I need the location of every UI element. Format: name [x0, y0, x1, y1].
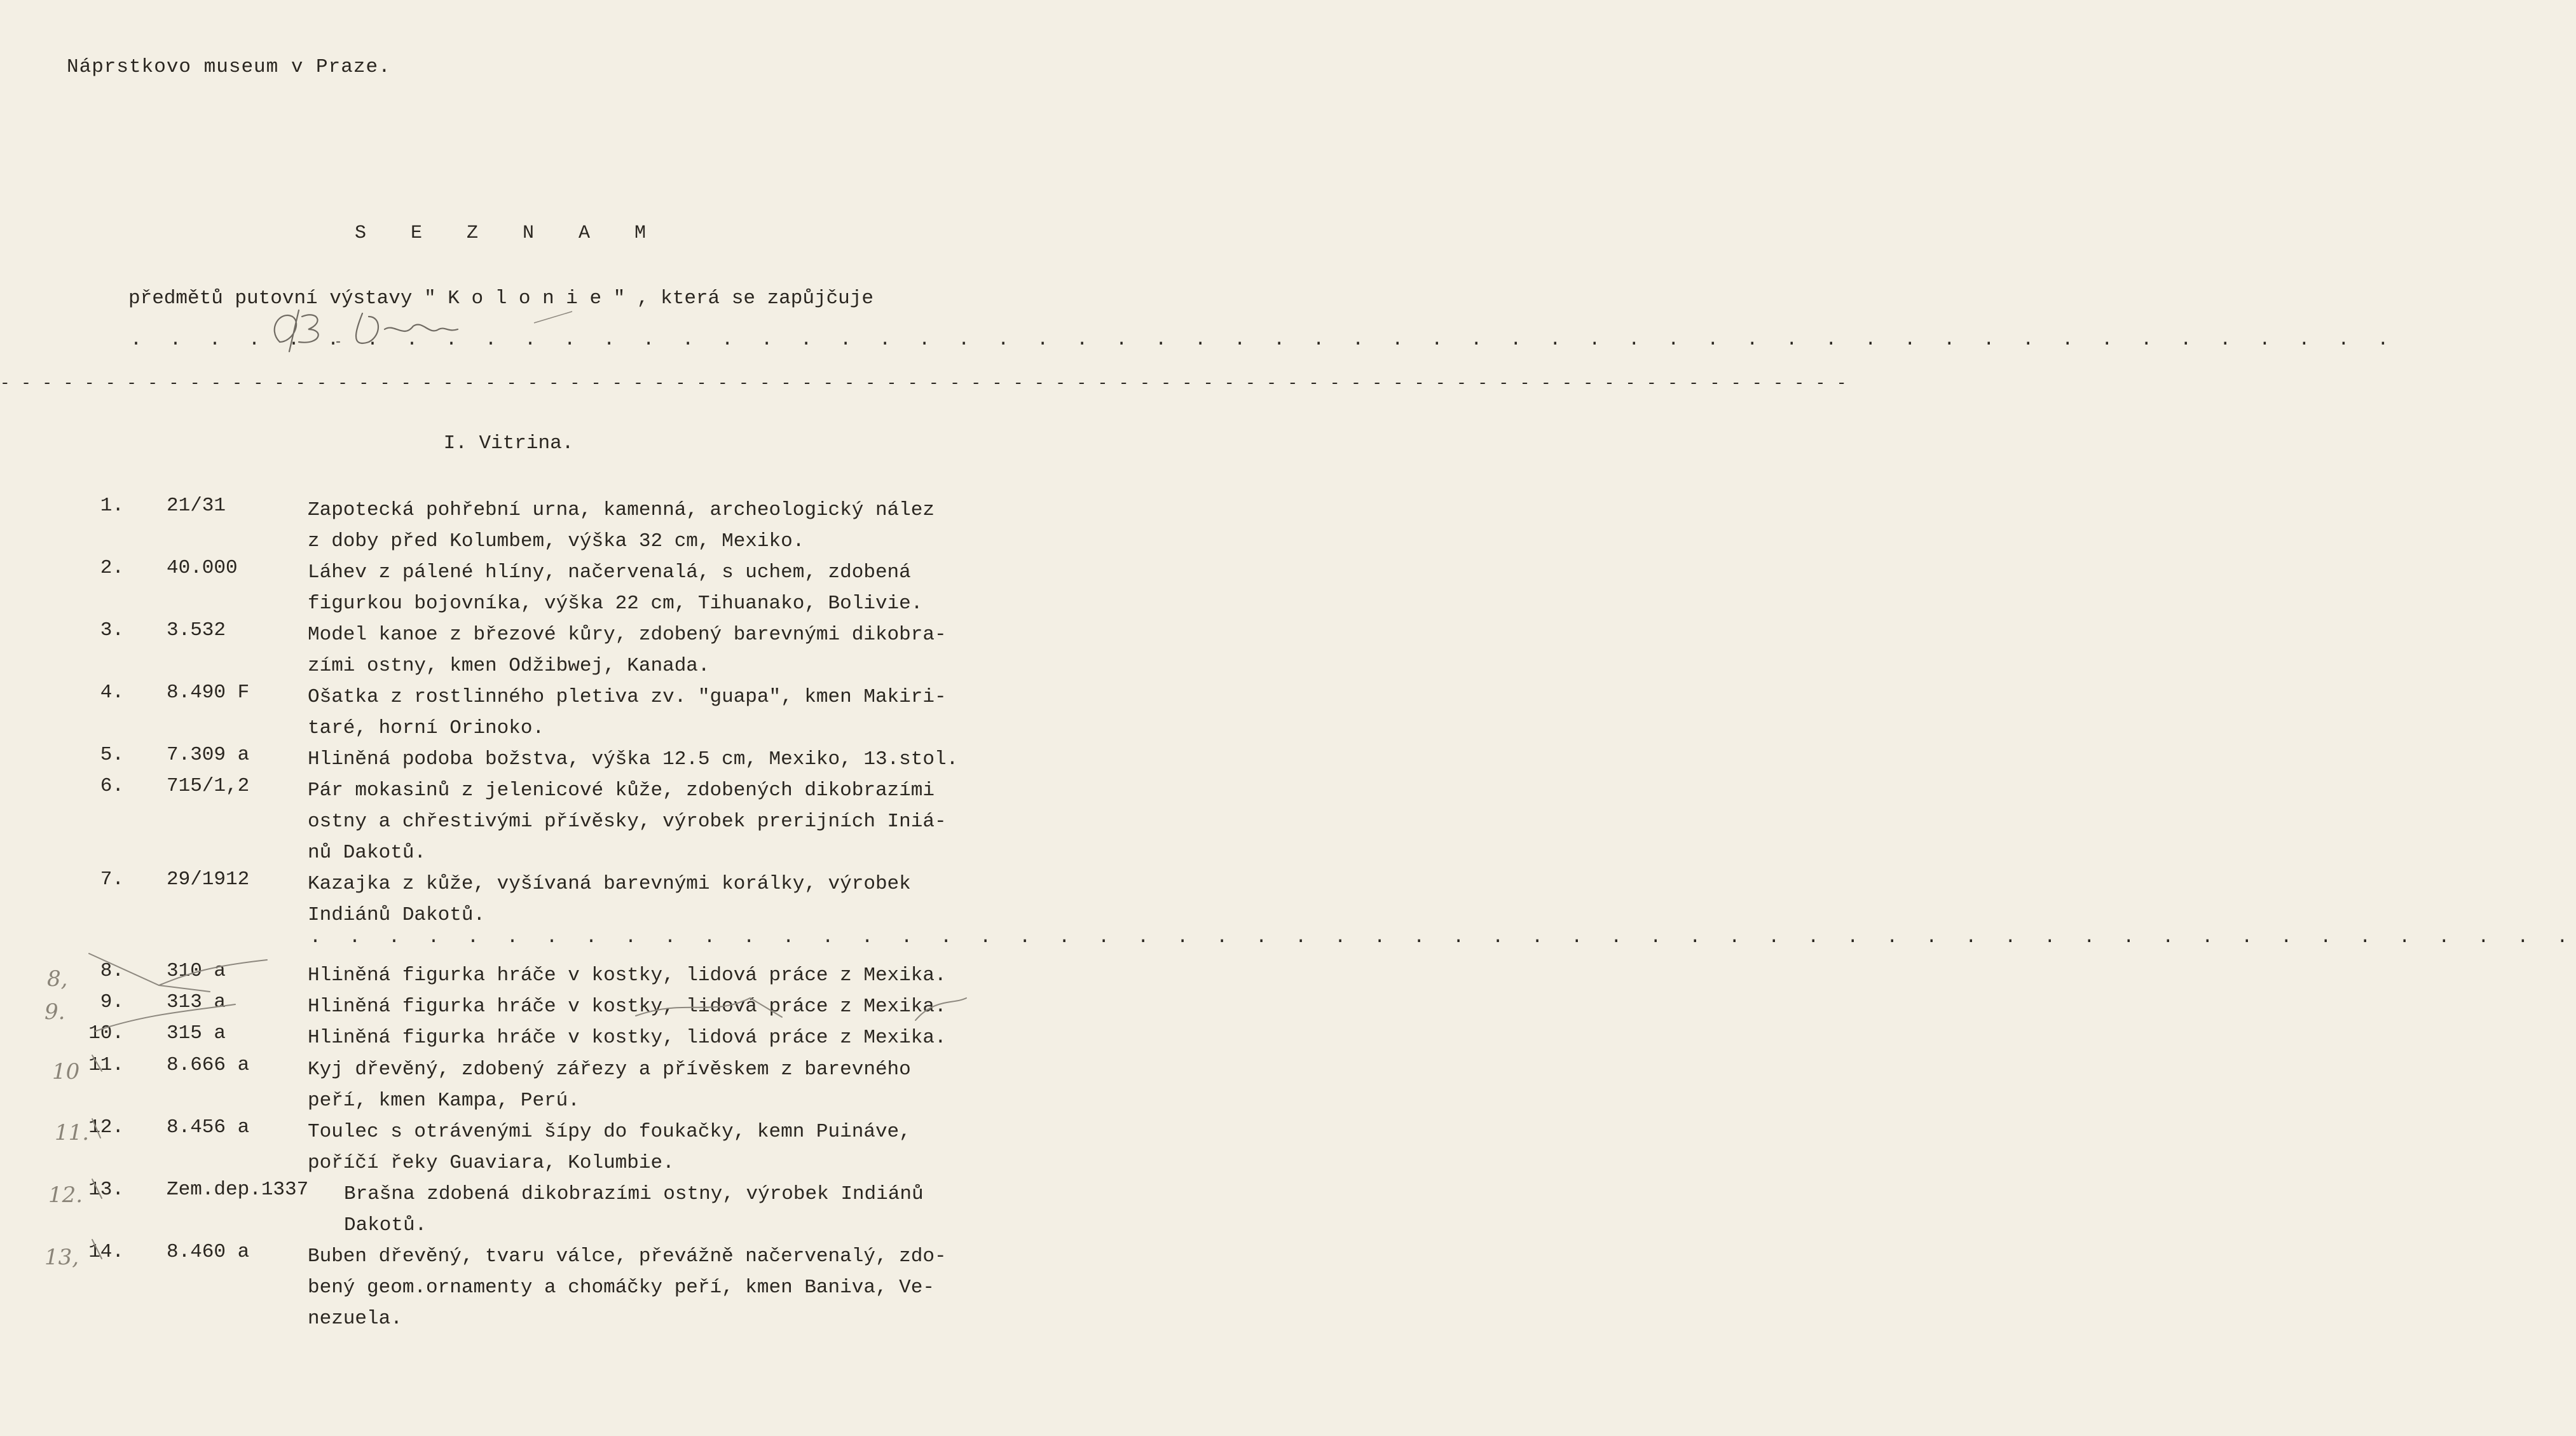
inventory-number: 315 a	[167, 1022, 226, 1044]
description-line: Buben dřevěný, tvaru válce, převážně načervenalý, zdo-	[308, 1245, 947, 1268]
entry-description	[308, 619, 1001, 681]
entry-description	[308, 1241, 1001, 1334]
description-line: Kazajka z kůže, vyšívaná barevnými korálky, výrobek	[308, 873, 911, 895]
entry-description	[308, 868, 1001, 931]
inventory-number: 8.456 a	[167, 1116, 250, 1139]
description-line: zími ostny, kmen Odžibwej, Kanada.	[308, 655, 710, 677]
entry-number: 11.	[88, 1054, 124, 1076]
handwritten-number: 9.	[45, 999, 65, 1025]
handwritten-number: 11.	[55, 1120, 90, 1145]
description-line: Ošatka z rostlinného pletiva zv. "guapa", kmen Makiri-	[308, 686, 947, 708]
handwritten-number: 10	[52, 1059, 80, 1084]
entry-description	[308, 495, 1001, 557]
entry-number: 2.	[100, 557, 124, 579]
inventory-number: 313 a	[167, 991, 226, 1013]
entry-number: 1.	[100, 495, 124, 517]
description-line: Hliněná figurka hráče v kostky, lidová práce z Mexika.	[308, 1027, 947, 1049]
entry-number: 4.	[100, 681, 124, 704]
entry-description	[308, 1116, 1001, 1179]
entry-description	[308, 681, 1001, 744]
entry-number: 5.	[100, 744, 124, 766]
dashed-rule: - - - - - - - - - - - - - - - - - - - - - - - - - - - - - - - - - - - - - - - - - - - - - - - - - - - - - - - - - - - - - - - - - - - - - - - - - - - - - - - - - - - - - - - -	[0, 374, 1847, 393]
inventory-number: 715/1,2	[167, 775, 250, 797]
entry-number: 12.	[88, 1116, 124, 1139]
description-line: Pár mokasinů z jelenicové kůže, zdobených dikobrazími	[308, 779, 935, 802]
description-line: ostny a chřestivými přívěsky, výrobek prerijních Iniá-	[308, 810, 947, 833]
inventory-number: 8.460 a	[167, 1241, 250, 1263]
description-line: bený geom.ornamenty a chomáčky peří, kmen Baniva, Ve-	[308, 1276, 935, 1299]
entry-description	[308, 960, 1001, 991]
inventory-number: 310 a	[167, 960, 226, 982]
entry-number: 14.	[88, 1241, 124, 1263]
handwritten-number: 13,	[45, 1245, 79, 1270]
handwritten-number: 12.	[48, 1182, 83, 1208]
description-line: Dakotů.	[344, 1214, 427, 1236]
entry-number: 6.	[100, 775, 124, 797]
entry-description	[308, 775, 1001, 868]
description-line: Hliněná figurka hráče v kostky, lidová práce z Mexika.	[308, 995, 947, 1018]
entry-description	[308, 557, 1001, 619]
museum-header: Náprstkovo museum v Praze.	[67, 56, 391, 78]
description-line: Toulec s otrávenými šípy do foukačky, kemn Puináve,	[308, 1121, 911, 1143]
entry-description	[308, 991, 1001, 1022]
entry-description	[344, 1179, 1037, 1241]
description-line: figurkou bojovníka, výška 22 cm, Tihuanako, Bolivie.	[308, 592, 923, 615]
entry-number: 3.	[100, 619, 124, 641]
description-line: Indiánů Dakotů.	[308, 904, 486, 926]
entry-number: 13.	[88, 1179, 124, 1201]
entry-number: 10.	[88, 1022, 124, 1044]
description-line: Hliněná figurka hráče v kostky, lidová práce z Mexika.	[308, 964, 947, 987]
entry-description	[308, 1054, 1001, 1116]
entry-description	[308, 744, 1001, 775]
entry-number: 8.	[100, 960, 124, 982]
dotted-separator: . . . . . . . . . . . . . . . . . . . . . . . . . . . . . . . . . . . . . . . . . . . . . . . . . . . . . . . . . .	[310, 927, 2576, 948]
handwritten-signature	[254, 304, 585, 355]
inventory-number: 7.309 a	[167, 744, 250, 766]
handwritten-number: 8,	[47, 966, 68, 992]
description-line: Hliněná podoba božstva, výška 12.5 cm, Mexiko, 13.stol.	[308, 748, 959, 770]
inventory-number: 8.490 F	[167, 681, 250, 704]
description-line: Brašna zdobená dikobrazími ostny, výrobek Indiánů	[344, 1183, 924, 1205]
inventory-number: 3.532	[167, 619, 226, 641]
description-line: z doby před Kolumbem, výška 32 cm, Mexiko.	[308, 530, 805, 552]
entry-number: 9.	[100, 991, 124, 1013]
description-line: Láhev z pálené hlíny, načervenalá, s uchem, zdobená	[308, 561, 911, 584]
description-line: Kyj dřevěný, zdobený zářezy a přívěskem z barevného	[308, 1058, 911, 1081]
section-heading: I. Vitrina.	[443, 432, 574, 455]
description-line: taré, horní Orinoko.	[308, 717, 545, 739]
description-line: nezuela.	[308, 1308, 402, 1330]
entry-number: 7.	[100, 868, 124, 891]
document-title: S E Z N A M	[354, 222, 663, 244]
inventory-number: 8.666 a	[167, 1054, 250, 1076]
document-subtitle: předmětů putovní výstavy " K o l o n i e " , která se zapůjčuje	[128, 287, 874, 310]
inventory-number: Zem.dep.1337	[167, 1179, 309, 1201]
inventory-number: 21/31	[167, 495, 226, 517]
inventory-number: 29/1912	[167, 868, 250, 891]
description-line: nů Dakotů.	[308, 842, 427, 864]
inventory-number: 40.000	[167, 557, 238, 579]
description-line: Model kanoe z březové kůry, zdobený barevnými dikobra-	[308, 624, 947, 646]
dotted-fill-line: . . . . . . . . . . . . . . . . . . . . . . . . . . . . . . . . . . . . . . . . . . . . . . . . . . . . . . . . . .	[130, 329, 2397, 351]
description-line: Zapotecká pohřební urna, kamenná, archeologický nález	[308, 499, 935, 521]
description-line: peří, kmen Kampa, Perú.	[308, 1090, 580, 1112]
description-line: poříčí řeky Guaviara, Kolumbie.	[308, 1152, 675, 1174]
entry-description	[308, 1022, 1001, 1053]
